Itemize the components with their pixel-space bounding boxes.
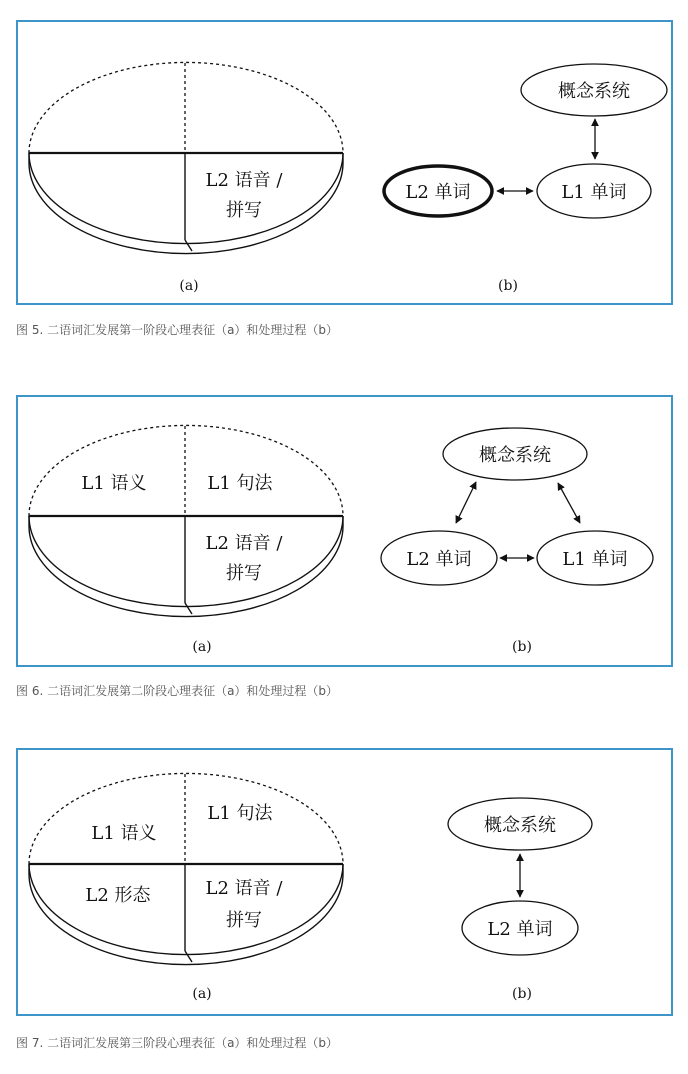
part-a-label: (a) — [179, 278, 199, 294]
node-concept-system-label: 概念系统 — [479, 445, 551, 466]
ellipse-lower-half — [29, 153, 343, 244]
ellipse-lower-half — [29, 516, 343, 607]
ellipse-upper-half — [29, 62, 343, 153]
node-l2-word-label: L2 单词 — [487, 919, 553, 940]
quadrant-bottom-right-line1: L2 语音 / — [205, 878, 283, 899]
ellipse-notch — [185, 603, 192, 614]
quadrant-bottom-right-line2: 拼写 — [226, 563, 262, 584]
part-a-label: (a) — [192, 639, 212, 655]
node-l1-word-label: L1 单词 — [561, 182, 627, 203]
arrow-concept-l2 — [456, 482, 476, 523]
node-l1-word-label: L1 单词 — [562, 549, 628, 570]
layered-ellipse — [29, 425, 343, 616]
figure-6 — [16, 395, 673, 667]
node-l2-word-label: L2 单词 — [405, 182, 471, 203]
quadrant-top-right: L1 句法 — [207, 473, 273, 494]
figure-6-diagram — [18, 397, 671, 665]
part-a-label: (a) — [192, 986, 212, 1002]
ellipse-upper-half — [29, 773, 343, 864]
ellipse-lower-half — [29, 864, 343, 955]
figure-5 — [16, 20, 673, 305]
ellipse-rim — [29, 864, 343, 965]
quadrant-bottom-left: L2 形态 — [85, 885, 151, 906]
quadrant-bottom-right-line2: 拼写 — [226, 910, 262, 931]
figure-7-diagram — [18, 750, 671, 1014]
figure-6-caption: 图 6. 二语词汇发展第二阶段心理表征（a）和处理过程（b） — [16, 684, 339, 698]
node-concept-system-label: 概念系统 — [484, 815, 556, 836]
quadrant-top-left: L1 语义 — [81, 473, 147, 494]
quadrant-bottom-right-line1: L2 语音 / — [205, 170, 283, 191]
part-b-label: (b) — [512, 639, 532, 655]
figure-7 — [16, 748, 673, 1016]
figure-5-diagram — [18, 22, 671, 303]
quadrant-bottom-right-line2: 拼写 — [226, 200, 262, 221]
figure-7-caption: 图 7. 二语词汇发展第三阶段心理表征（a）和处理过程（b） — [16, 1036, 339, 1050]
part-b-label: (b) — [498, 278, 518, 294]
node-concept-system-label: 概念系统 — [558, 81, 630, 102]
arrow-concept-l1 — [558, 483, 580, 523]
layered-ellipse — [29, 62, 343, 253]
ellipse-upper-half — [29, 425, 343, 516]
ellipse-notch — [185, 951, 192, 962]
quadrant-bottom-right-line1: L2 语音 / — [205, 533, 283, 554]
ellipse-rim — [29, 516, 343, 617]
ellipse-notch — [185, 240, 192, 251]
quadrant-top-left: L1 语义 — [91, 823, 157, 844]
ellipse-rim — [29, 153, 343, 254]
node-l2-word-label: L2 单词 — [406, 549, 472, 570]
part-b-label: (b) — [512, 986, 532, 1002]
quadrant-top-right: L1 句法 — [207, 803, 273, 824]
figure-5-caption: 图 5. 二语词汇发展第一阶段心理表征（a）和处理过程（b） — [16, 323, 339, 337]
layered-ellipse — [29, 773, 343, 964]
